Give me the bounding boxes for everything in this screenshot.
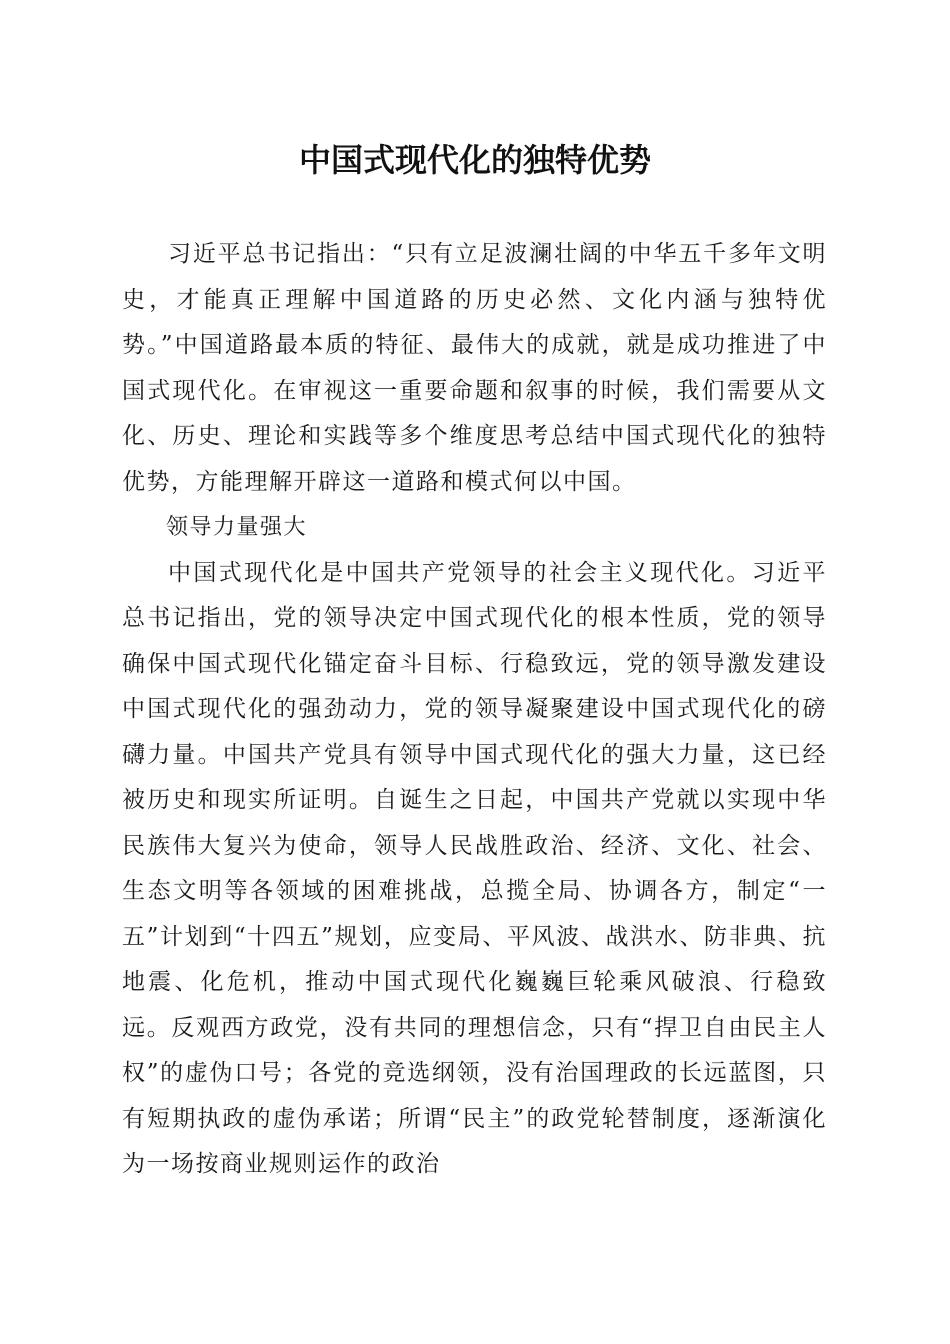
section-heading: 领导力量强大 [166, 515, 308, 540]
section-paragraph: 中国式现代化是中国共产党领导的社会主义现代化。习近平总书记指出，党的领导决定中国式现代化的根本性质，党的领导确保中国式现代化锚定奋斗目标、行稳致远，党的领导激发建设中国式现代化的强劲动力，党的领导凝聚建设中国式现代化的磅礴力量。中国共产党具有领导中国式现代化的强大力量，这已经被历史和现实所证明。自诞生之日起，中国共产党就以实现中华民族伟大复兴为使命，领导人民战胜政治、经济、文化、社会、生态文明等各领域的困难挑战，总揽全局、协调各方，制定“一五”计划到“十四五”规划，应变局、平风波、战洪水、防非典、抗地震、化危机，推动中国式现代化巍巍巨轮乘风破浪、行稳致远。反观西方政党，没有共同的理想信念，只有“捍卫自由民主人权”的虚伪口号；各党的竞选纲领，没有治国理政的长远蓝图，只有短期执政的虚伪承诺；所谓“民主”的政党轮替制度，逐渐演化为一场按商业规则运作的政治 [122, 559, 827, 1177]
intro-paragraph: 习近平总书记指出：“只有立足波澜壮阔的中华五千多年文明史，才能真正理解中国道路的历史必然、文化内涵与独特优势。”中国道路最本质的特征、最伟大的成就，就是成功推进了中国式现代化。在审视这一重要命题和叙事的时候，我们需要从文化、历史、理论和实践等多个维度思考总结中国式现代化的独特优势，方能理解开辟这一道路和模式何以中国。 [122, 241, 827, 495]
document-body [122, 232, 827, 1188]
document-title: 中国式现代化的独特优势 [298, 141, 651, 179]
